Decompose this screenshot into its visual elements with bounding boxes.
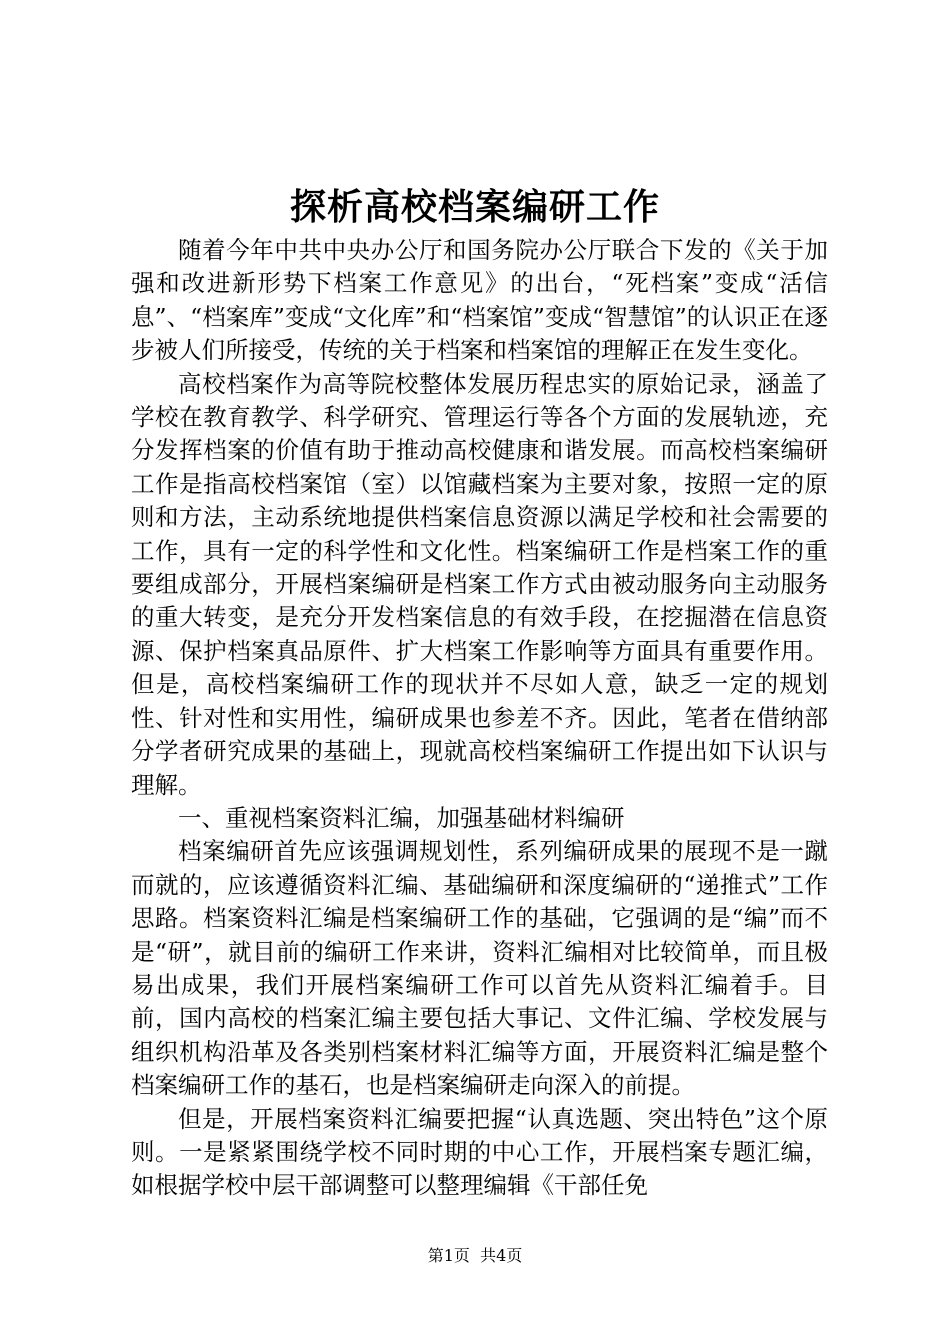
- page-number: 第1页: [427, 1246, 470, 1265]
- page-footer: [0, 1244, 950, 1268]
- paragraph: 档案编研首先应该强调规划性，系列编研成果的展现不是一蹴而就的，应该遵循资料汇编、基础编研和深度编研的“递推式”工作思路。档案资料汇编是档案编研工作的基础，它强调的是“编”而不是“研”，就目前的编研工作来讲，资料汇编相对比较简单，而且极易出成果，我们开展档案编研工作可以首先从资料汇编着手。目前，国内高校的档案汇编主要包括大事记、文件汇编、学校发展与组织机构沿革及各类别档案材料汇编等方面，开展资料汇编是整个档案编研工作的基石，也是档案编研走向深入的前提。: [131, 837, 828, 1100]
- paragraph: 随着今年中共中央办公厅和国务院办公厅联合下发的《关于加强和改进新形势下档案工作意见》的出台，“死档案”变成“活信息”、“档案库”变成“文化库”和“档案馆”变成“智慧馆”的认识正在逐步被人们所接受，传统的关于档案和档案馆的理解正在发生变化。: [131, 236, 828, 365]
- paragraph: 但是，开展档案资料汇编要把握“认真选题、突出特色”这个原则。一是紧紧围绕学校不同时期的中心工作，开展档案专题汇编，如根据学校中层干部调整可以整理编辑《干部任免: [131, 1104, 828, 1200]
- page-total: 共4页: [480, 1246, 523, 1265]
- paragraph: 高校档案作为高等院校整体发展历程忠实的原始记录，涵盖了学校在教育教学、科学研究、管理运行等各个方面的发展轨迹，充分发挥档案的价值有助于推动高校健康和谐发展。而高校档案编研工作是指高校档案馆（室）以馆藏档案为主要对象，按照一定的原则和方法，主动系统地提供档案信息资源以满足学校和社会需要的工作，具有一定的科学性和文化性。档案编研工作是档案工作的重要组成部分，开展档案编研是档案工作方式由被动服务向主动服务的重大转变，是充分开发档案信息的有效手段，在挖掘潜在信息资源、保护档案真品原件、扩大档案工作影响等方面具有重要作用。但是，高校档案编研工作的现状并不尽如人意，缺乏一定的规划性、针对性和实用性，编研成果也参差不齐。因此，笔者在借纳部分学者研究成果的基础上，现就高校档案编研工作提出如下认识与理解。: [131, 369, 828, 799]
- footer-spacer: [470, 1246, 480, 1265]
- section-heading: 一、重视档案资料汇编，加强基础材料编研: [178, 803, 625, 832]
- document-body: [131, 234, 828, 1203]
- document-title: 探析高校档案编研工作: [289, 186, 660, 228]
